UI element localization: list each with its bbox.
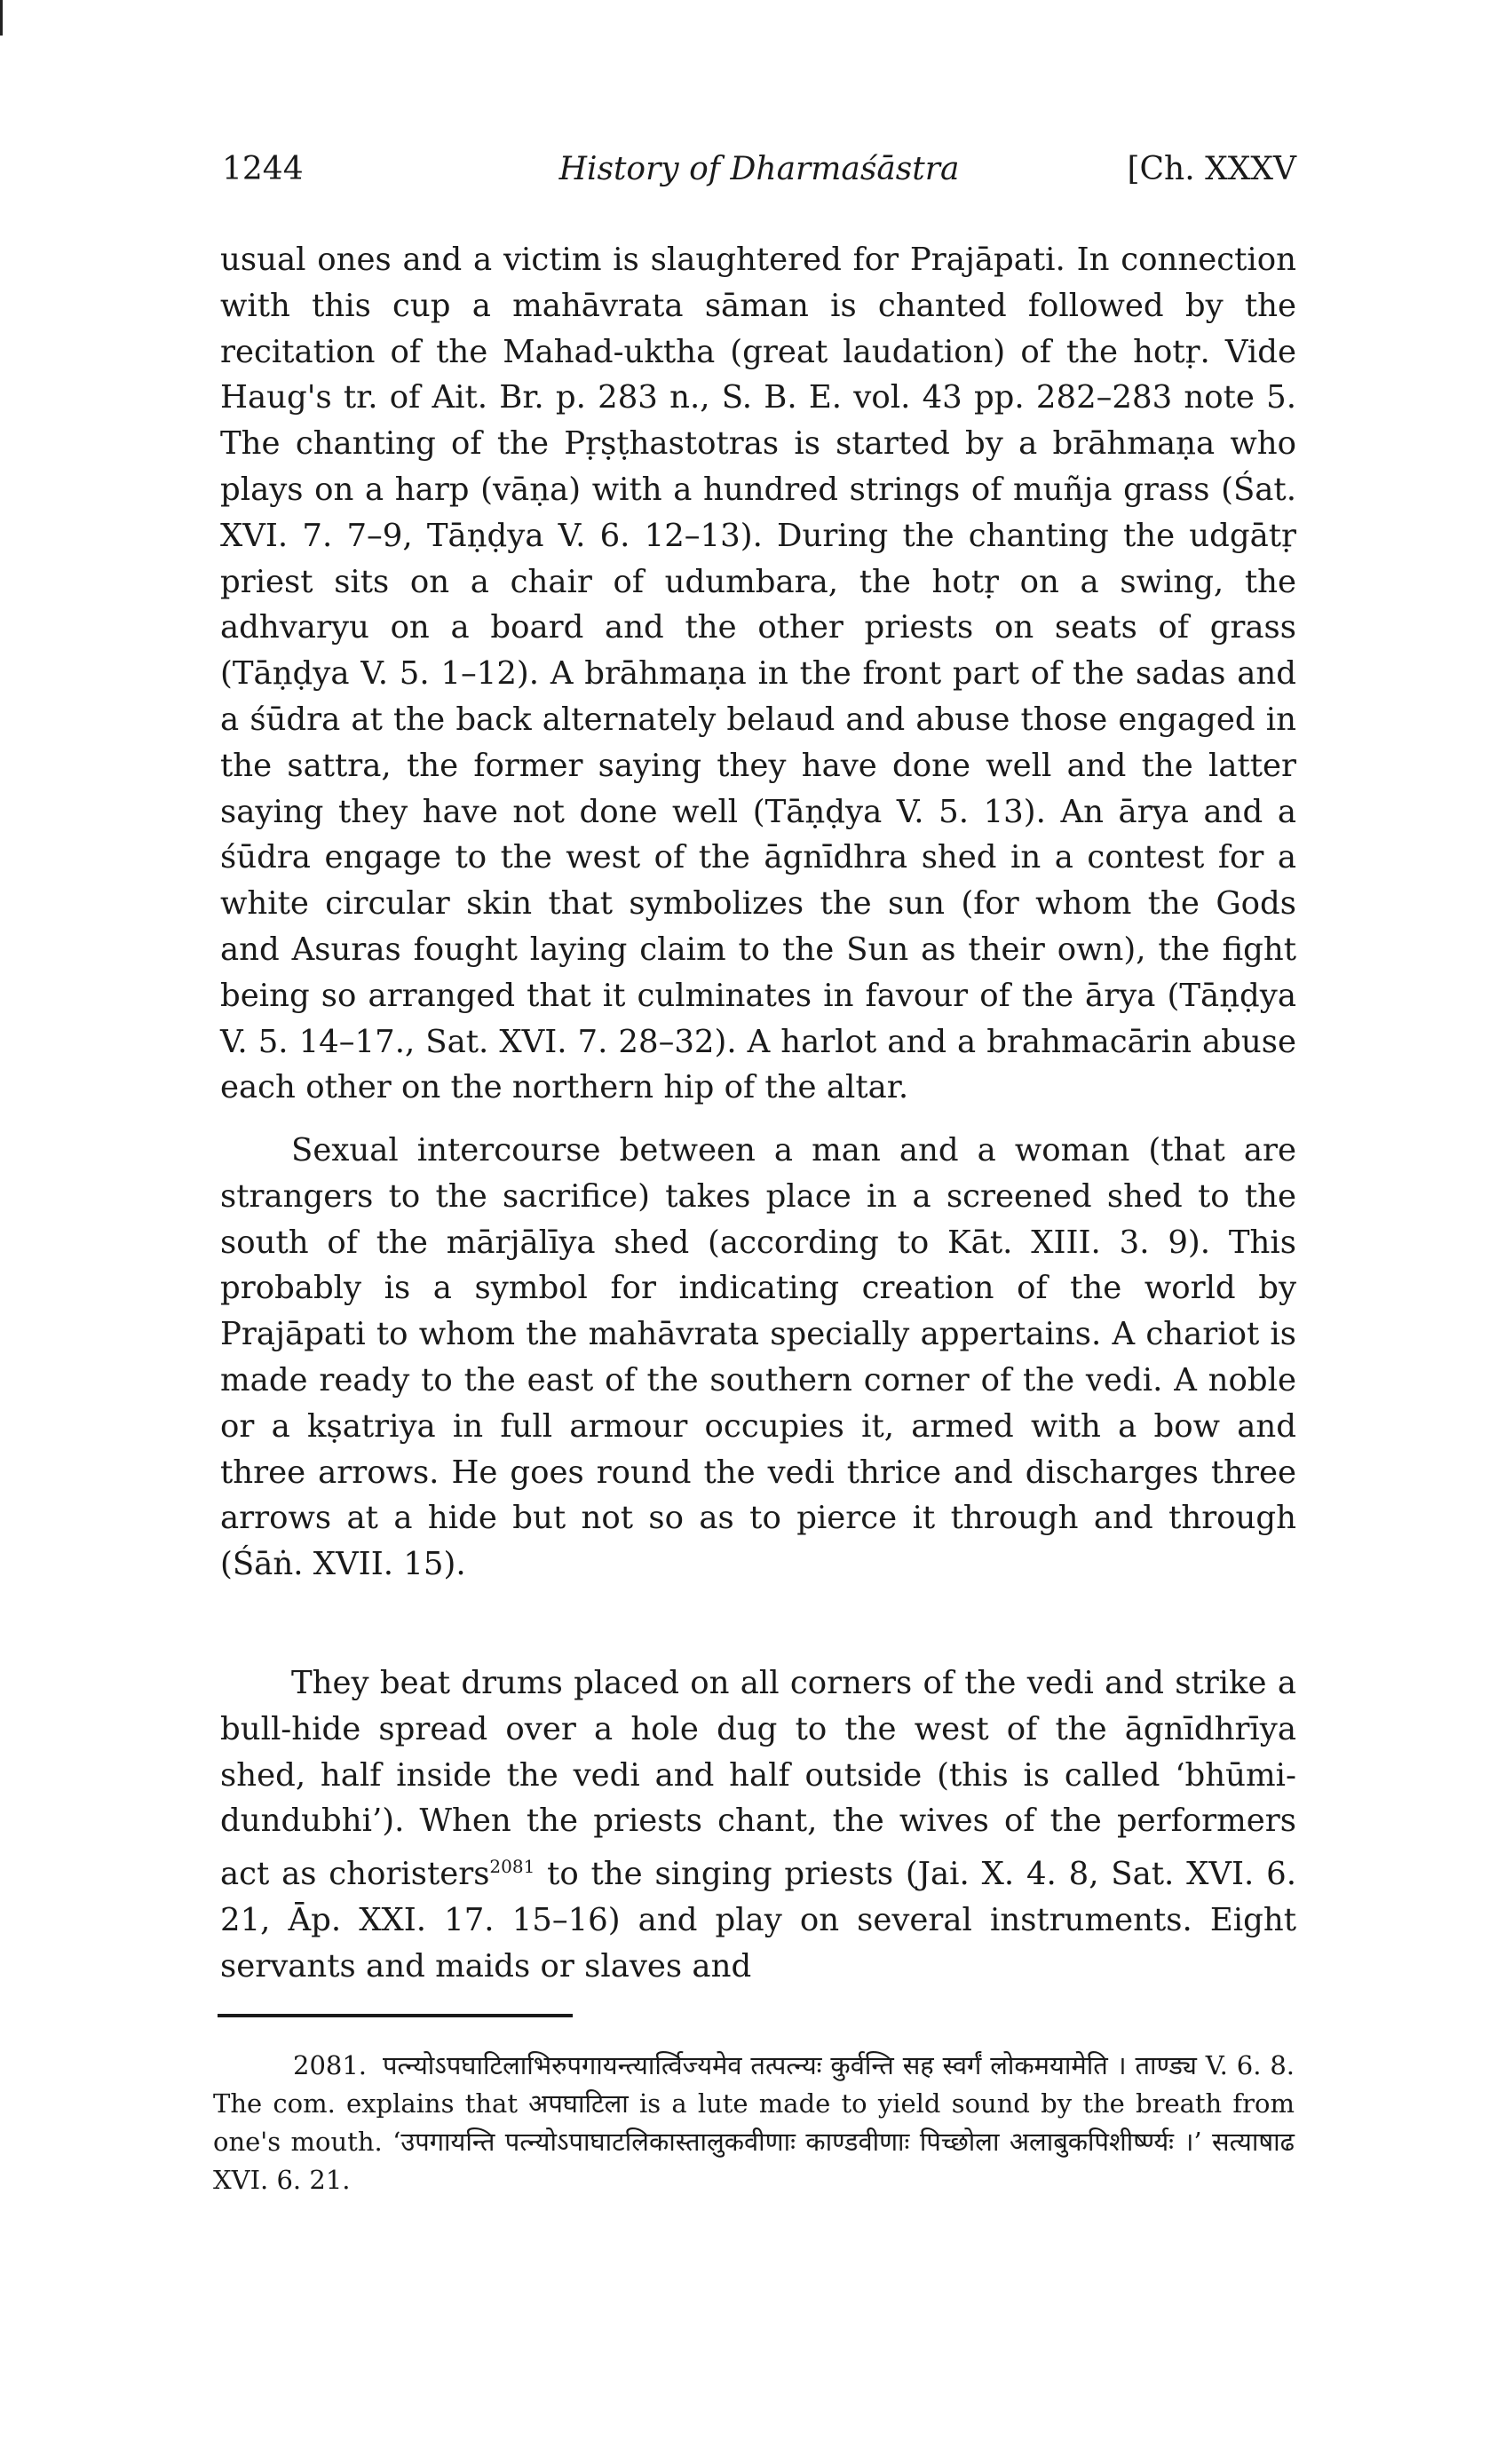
paragraph-3-tail: to the singing priests (Jai. X. 4. 8, Sat. XVI. 6. 21, Āp. XXI. 17. 15–16) and play on several instruments. Eight servants and maids or slaves and	[220, 1856, 1297, 1985]
footnote-reference[interactable]: 2081	[489, 1856, 535, 1878]
page-header	[222, 151, 1296, 204]
footnote-text: पत्न्योऽपघाटिलाभिरुपगायन्त्यार्त्विज्यमेव तत्पत्न्यः कुर्वन्ति सह स्वर्गं लोकमयामेति । ताण्ड्य V. 6. 8. The com. explains that अपघाटिला is a lute made to yield sound by the breath from one's mouth. ‘उपगायन्ति पत्न्योऽपाघाटलिकास्तालुकवीणाः काण्डवीणाः पिच्छोला अलाबुकपिशीर्ष्ण्यः ।’ सत्याषाढ XVI. 6. 21.	[213, 2050, 1295, 2195]
scan-edge-mark	[0, 0, 3, 36]
paragraph-1: usual ones and a victim is slaughtered for Prajāpati. In connection with this cup a mahāvrata sāman is chanted followed by the recitation of the Mahad-uktha (great laudation) of the hotṛ. Vide Haug's tr. of Ait. Br. p. 283 n., S. B. E. vol. 43 pp. 282–283 note 5. The chanting of the Pṛṣṭhastotras is started by a brāhmaṇa who plays on a harp (vāṇa) with a hundred strings of muñja grass (Śat. XVI. 7. 7–9, Tāṇḍya V. 6. 12–13). During the chanting the udgātṛ priest sits on a chair of udumbara, the hotṛ on a swing, the adhvaryu on a board and the other priests on seats of grass (Tāṇḍya V. 5. 1–12). A brāhmaṇa in the front part of the sadas and a śūdra at the back alternately belaud and abuse those engaged in the sattra, the former saying they have done well and the latter saying they have not done well (Tāṇḍya V. 5. 13). An ārya and a śūdra engage to the west of the āgnīdhra shed in a contest for a white circular skin that symbolizes the sun (for whom the Gods and Asuras fought laying claim to the Sun as their own), the fight being so arranged that it culminates in favour of the ārya (Tāṇḍya V. 5. 14–17., Sat. XVI. 7. 28–32). A harlot and a brahmacārin abuse each other on the northern hip of the altar.	[220, 242, 1296, 1106]
paragraph-3-text: They beat drums placed on all corners of the vedi and strike a bull-hide spread over a hole dug to the west of the āgnīdhrīya shed, half inside the vedi and half outside (this is called ‘bhūmi-dundubhi’). When the priests chant, the wives of the performers act as choristers	[220, 1665, 1296, 1893]
footnote	[213, 2047, 1295, 2199]
page-number: 1244	[222, 151, 304, 187]
paragraph-2: Sexual intercourse between a man and a woman (that are strangers to the sacrifice) takes place in a screened shed to the south of the mārjālīya shed (according to Kāt. XIII. 3. 9). This probably is a symbol for indicating creation of the world by Prajāpati to whom the mahāvrata specially appertains. A chariot is made ready to the east of the southern corner of the vedi. A noble or a kṣatriya in full armour occupies it, armed with a bow and three arrows. He goes round the vedi thrice and discharges three arrows at a hide but not so as to pierce it through and through (Śāṅ. XVII. 15).	[220, 1132, 1296, 1583]
paragraph-3	[220, 1660, 1296, 1989]
running-title: History of Dharmaśāstra	[558, 151, 960, 187]
footnote-divider	[218, 2014, 573, 2017]
footnote-number: 2081.	[293, 2050, 368, 2080]
chapter-label: [Ch. XXXV	[1127, 151, 1296, 187]
